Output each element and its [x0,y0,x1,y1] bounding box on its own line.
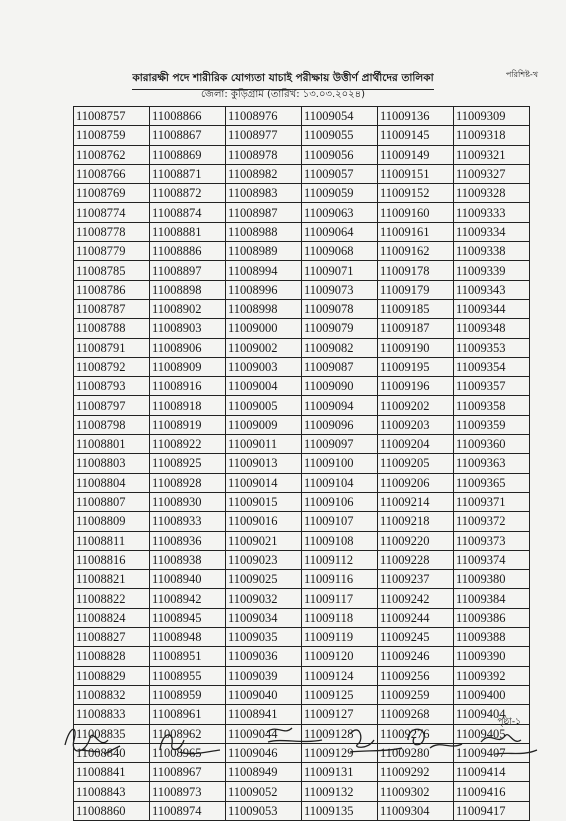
roll-number-cell: 11009073 [302,280,378,299]
roll-number-cell: 11009128 [302,724,378,743]
roll-number-cell: 11009160 [378,203,454,222]
roll-number-cell: 11008945 [150,608,226,627]
roll-number-cell: 11009302 [378,782,454,801]
roll-number-cell: 11009106 [302,492,378,511]
roll-number-cell: 11009152 [378,184,454,203]
roll-number-cell: 11009339 [454,261,530,280]
roll-number-cell: 11008965 [150,743,226,762]
roll-number-cell: 11009005 [226,396,302,415]
roll-number-cell: 11008774 [74,203,150,222]
roll-number-cell: 11009276 [378,724,454,743]
roll-number-cell: 11009185 [378,299,454,318]
table-row [74,512,530,531]
table-row [74,473,530,492]
roll-number-cell: 11008948 [150,628,226,647]
roll-number-cell: 11009386 [454,608,530,627]
roll-number-cell: 11009117 [302,589,378,608]
roll-number-cell: 11008874 [150,203,226,222]
signatures-area [0,720,566,790]
roll-number-cell: 11009400 [454,685,530,704]
roll-number-cell: 11008925 [150,454,226,473]
roll-number-cell: 11009014 [226,473,302,492]
roll-number-cell: 11008869 [150,145,226,164]
table-row [74,261,530,280]
roll-number-cell: 11009353 [454,338,530,357]
roll-number-cell: 11009357 [454,377,530,396]
roll-number-cell: 11008918 [150,396,226,415]
roll-number-cell: 11008998 [226,299,302,318]
roll-number-cell: 11009054 [302,107,378,126]
roll-number-cell: 11009023 [226,550,302,569]
roll-number-cell: 11008922 [150,435,226,454]
roll-number-cell: 11009358 [454,396,530,415]
roll-number-cell: 11008898 [150,280,226,299]
roll-number-cell: 11008916 [150,377,226,396]
document-subtitle: জেলা: কুড়িগ্রাম (তারিখ: ১৩.০৩.২০২৪) [200,89,366,100]
roll-number-cell: 11009333 [454,203,530,222]
roll-number-cell: 11009090 [302,377,378,396]
roll-number-cell: 11009190 [378,338,454,357]
signature-2 [150,722,230,762]
roll-number-cell: 11008843 [74,782,150,801]
roll-number-cell: 11009237 [378,570,454,589]
roll-number-cell: 11009039 [226,666,302,685]
roll-number-cell: 11009124 [302,666,378,685]
roll-number-cell: 11009087 [302,357,378,376]
roll-number-cell: 11008871 [150,164,226,183]
roll-number-cell: 11008779 [74,242,150,261]
table-row [74,685,530,704]
roll-number-cell: 11008996 [226,280,302,299]
table-row [74,184,530,203]
roll-number-cell: 11008766 [74,164,150,183]
roll-number-cell: 11009125 [302,685,378,704]
table-row [74,338,530,357]
roll-number-cell: 11008872 [150,184,226,203]
roll-number-cell: 11009132 [302,782,378,801]
roll-number-cell: 11008903 [150,319,226,338]
roll-number-cell: 11009390 [454,647,530,666]
table-row [74,280,530,299]
roll-number-cell: 11009392 [454,666,530,685]
table-row [74,145,530,164]
page-number: পৃষ্ঠা-১ [497,717,521,727]
roll-number-cell: 11009246 [378,647,454,666]
roll-number-cell: 11008962 [150,724,226,743]
roll-number-cell: 11008821 [74,570,150,589]
roll-number-cell: 11009417 [454,801,530,820]
roll-number-cell: 11009388 [454,628,530,647]
roll-number-cell: 11008955 [150,666,226,685]
roll-number-cell: 11008807 [74,492,150,511]
roll-number-cell: 11009059 [302,184,378,203]
signature-6 [475,724,545,764]
roll-number-cell: 11009025 [226,570,302,589]
roll-number-cell: 11008762 [74,145,150,164]
table-row [74,396,530,415]
roll-number-cell: 11009056 [302,145,378,164]
table-row [74,242,530,261]
roll-number-cell: 11008951 [150,647,226,666]
roll-number-cell: 11008928 [150,473,226,492]
roll-number-cell: 11009071 [302,261,378,280]
roll-number-cell: 11009044 [226,724,302,743]
roll-number-cell: 11009052 [226,782,302,801]
roll-number-cell: 11009334 [454,222,530,241]
roll-number-cell: 11008788 [74,319,150,338]
roll-number-cell: 11009204 [378,435,454,454]
roll-number-cell: 11009009 [226,415,302,434]
roll-number-cell: 11009036 [226,647,302,666]
roll-number-cell: 11009149 [378,145,454,164]
roll-number-cell: 11009280 [378,743,454,762]
roll-number-cell: 11008988 [226,222,302,241]
roll-number-cell: 11008983 [226,184,302,203]
roll-number-cell: 11009094 [302,396,378,415]
roll-number-cell: 11009196 [378,377,454,396]
roll-number-cell: 11009034 [226,608,302,627]
roll-number-cell: 11009195 [378,357,454,376]
roll-number-cell: 11009218 [378,512,454,531]
roll-number-cell: 11008919 [150,415,226,434]
roll-number-cell: 11008978 [226,145,302,164]
roll-number-cell: 11009004 [226,377,302,396]
roll-number-cell: 11009100 [302,454,378,473]
roll-number-cell: 11009304 [378,801,454,820]
roll-number-cell: 11009046 [226,743,302,762]
roll-number-cell: 11008832 [74,685,150,704]
roll-number-cell: 11008822 [74,589,150,608]
roll-number-cell: 11009327 [454,164,530,183]
roll-number-cell: 11009145 [378,126,454,145]
roll-number-cell: 11008840 [74,743,150,762]
roll-number-cell: 11009040 [226,685,302,704]
roll-number-cell: 11008833 [74,705,150,724]
table-row [74,589,530,608]
roll-number-cell: 11009268 [378,705,454,724]
roll-number-cell: 11009064 [302,222,378,241]
roll-number-cell: 11008933 [150,512,226,531]
table-row [74,126,530,145]
roll-number-table [73,106,530,821]
table-row [74,203,530,222]
table-row [74,415,530,434]
table-row [74,222,530,241]
roll-number-cell: 11009309 [454,107,530,126]
table-row [74,377,530,396]
roll-number-cell: 11009321 [454,145,530,164]
roll-number-cell: 11008824 [74,608,150,627]
roll-number-cell: 11008930 [150,492,226,511]
roll-number-cell: 11009011 [226,435,302,454]
table-row [74,608,530,627]
table-row [74,801,530,820]
roll-number-cell: 11009021 [226,531,302,550]
roll-number-cell: 11008897 [150,261,226,280]
roll-number-cell: 11008881 [150,222,226,241]
table-row [74,319,530,338]
roll-number-cell: 11009292 [378,763,454,782]
roll-number-cell: 11008809 [74,512,150,531]
table-row [74,357,530,376]
roll-number-cell: 11009131 [302,763,378,782]
roll-number-cell: 11009162 [378,242,454,261]
roll-number-cell: 11008987 [226,203,302,222]
roll-number-cell: 11009136 [378,107,454,126]
roll-number-cell: 11009407 [454,743,530,762]
roll-number-cell: 11009161 [378,222,454,241]
roll-number-cell: 11008938 [150,550,226,569]
roll-number-cell: 11008973 [150,782,226,801]
roll-number-cell: 11009108 [302,531,378,550]
roll-number-cell: 11009338 [454,242,530,261]
roll-number-cell: 11008909 [150,357,226,376]
roll-number-cell: 11009404 [454,705,530,724]
roll-number-cell: 11008786 [74,280,150,299]
table-row [74,531,530,550]
roll-number-cell: 11009245 [378,628,454,647]
roll-number-cell: 11008902 [150,299,226,318]
roll-number-cell: 11008811 [74,531,150,550]
roll-number-cell: 11009079 [302,319,378,338]
roll-number-cell: 11008804 [74,473,150,492]
roll-number-cell: 11009371 [454,492,530,511]
roll-number-cell: 11008801 [74,435,150,454]
roll-number-cell: 11009348 [454,319,530,338]
roll-number-cell: 11009127 [302,705,378,724]
roll-number-cell: 11009256 [378,666,454,685]
roll-number-cell: 11008829 [74,666,150,685]
roll-number-cell: 11009135 [302,801,378,820]
roll-number-cell: 11008961 [150,705,226,724]
roll-number-cell: 11009359 [454,415,530,434]
roll-number-cell: 11009097 [302,435,378,454]
table-row [74,492,530,511]
roll-number-cell: 11009202 [378,396,454,415]
document-title: কারারক্ষী পদে শারীরিক যোগ্যতা যাচাই পরীক্ষায় উত্তীর্ণ প্রার্থীদের তালিকা [132,71,433,90]
roll-number-cell: 11009343 [454,280,530,299]
roll-number-cell: 11009244 [378,608,454,627]
roll-number-cell: 11009178 [378,261,454,280]
roll-number-cell: 11008967 [150,763,226,782]
roll-number-cell: 11008835 [74,724,150,743]
roll-number-cell: 11008949 [226,763,302,782]
roll-number-cell: 11009220 [378,531,454,550]
roll-number-cell: 11009055 [302,126,378,145]
roll-number-cell: 11008860 [74,801,150,820]
roll-number-cell: 11009015 [226,492,302,511]
roll-number-cell: 11008959 [150,685,226,704]
roll-number-cell: 11009405 [454,724,530,743]
table-row [74,666,530,685]
roll-number-cell: 11008994 [226,261,302,280]
roll-number-cell: 11009063 [302,203,378,222]
roll-number-cell: 11009112 [302,550,378,569]
roll-number-cell: 11008759 [74,126,150,145]
roll-number-cell: 11009373 [454,531,530,550]
roll-number-cell: 11009032 [226,589,302,608]
signature-3 [262,720,332,756]
roll-number-cell: 11009328 [454,184,530,203]
roll-number-cell: 11008941 [226,705,302,724]
roll-number-cell: 11009372 [454,512,530,531]
roll-number-cell: 11009187 [378,319,454,338]
roll-number-cell: 11009035 [226,628,302,647]
roll-number-cell: 11009057 [302,164,378,183]
roll-number-cell: 11009414 [454,763,530,782]
roll-number-cell: 11009107 [302,512,378,531]
table-row [74,299,530,318]
table-row [74,164,530,183]
roll-number-cell: 11008906 [150,338,226,357]
roll-number-cell: 11009242 [378,589,454,608]
table-row [74,454,530,473]
roll-number-cell: 11009068 [302,242,378,261]
appendix-tag: পরিশিষ্ট-খ [505,70,538,79]
roll-number-cell: 11008827 [74,628,150,647]
table-row [74,647,530,666]
roll-number-cell: 11009078 [302,299,378,318]
roll-number-cell: 11009120 [302,647,378,666]
roll-number-cell: 11008982 [226,164,302,183]
roll-number-cell: 11008976 [226,107,302,126]
roll-number-cell: 11009203 [378,415,454,434]
roll-number-cell: 11009129 [302,743,378,762]
roll-number-cell: 11009096 [302,415,378,434]
roll-number-cell: 11009206 [378,473,454,492]
roll-number-cell: 11009082 [302,338,378,357]
roll-number-cell: 11008757 [74,107,150,126]
signature-1 [60,720,130,760]
roll-number-cell: 11009116 [302,570,378,589]
roll-number-cell: 11009380 [454,570,530,589]
roll-number-cell: 11009151 [378,164,454,183]
roll-number-cell: 11009118 [302,608,378,627]
roll-number-cell: 11008778 [74,222,150,241]
roll-number-cell: 11008989 [226,242,302,261]
table-row [74,107,530,126]
table-row [74,628,530,647]
roll-number-cell: 11009179 [378,280,454,299]
roll-number-cell: 11009318 [454,126,530,145]
roll-number-cell: 11008940 [150,570,226,589]
roll-number-cell: 11009002 [226,338,302,357]
roll-number-cell: 11008977 [226,126,302,145]
roll-number-cell: 11009000 [226,319,302,338]
roll-number-cell: 11008785 [74,261,150,280]
roll-number-cell: 11009360 [454,435,530,454]
roll-number-cell: 11008787 [74,299,150,318]
roll-number-cell: 11009354 [454,357,530,376]
roll-number-cell: 11008936 [150,531,226,550]
roll-number-cell: 11009365 [454,473,530,492]
roll-number-cell: 11009344 [454,299,530,318]
roll-number-cell: 11008841 [74,763,150,782]
roll-number-cell: 11008792 [74,357,150,376]
table-row [74,570,530,589]
roll-number-cell: 11009374 [454,550,530,569]
roll-number-cell: 11008828 [74,647,150,666]
roll-number-cell: 11009259 [378,685,454,704]
roll-number-cell: 11009104 [302,473,378,492]
signature-5 [400,720,470,760]
roll-number-cell: 11009214 [378,492,454,511]
roll-number-cell: 11009053 [226,801,302,820]
roll-number-cell: 11008942 [150,589,226,608]
roll-number-cell: 11009003 [226,357,302,376]
roll-number-cell: 11009013 [226,454,302,473]
table-row [74,550,530,569]
roll-number-cell: 11008791 [74,338,150,357]
roll-number-cell: 11009119 [302,628,378,647]
roll-number-cell: 11009416 [454,782,530,801]
roll-number-cell: 11008797 [74,396,150,415]
roll-number-cell: 11008866 [150,107,226,126]
roll-number-cell: 11008886 [150,242,226,261]
roll-number-cell: 11008798 [74,415,150,434]
roll-number-cell: 11008803 [74,454,150,473]
roll-number-cell: 11009363 [454,454,530,473]
roll-number-cell: 11008816 [74,550,150,569]
roll-number-cell: 11009205 [378,454,454,473]
roll-number-cell: 11008793 [74,377,150,396]
roll-number-cell: 11009228 [378,550,454,569]
table-row [74,435,530,454]
roll-number-cell: 11009016 [226,512,302,531]
roll-number-cell: 11008769 [74,184,150,203]
roll-number-cell: 11008867 [150,126,226,145]
roll-number-cell: 11009384 [454,589,530,608]
roll-number-cell: 11008974 [150,801,226,820]
